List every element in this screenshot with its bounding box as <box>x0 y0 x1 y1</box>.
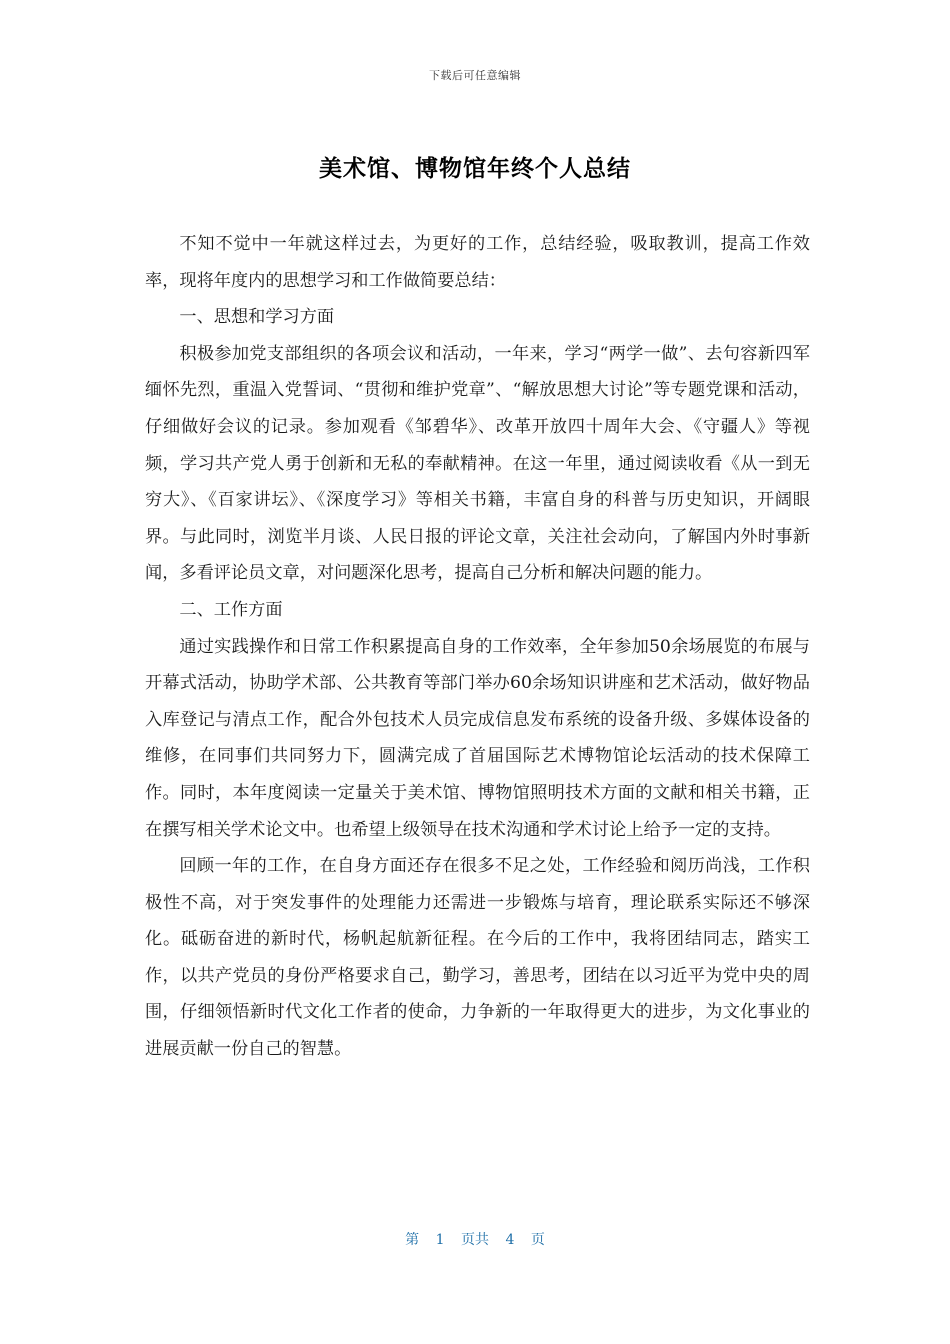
document-title: 美术馆、博物馆年终个人总结 <box>319 156 631 182</box>
paragraph-intro: 不知不觉中一年就这样过去，为更好的工作，总结经验，吸取教训，提高工作效率，现将年度内的思想学习和工作做简要总结： <box>145 234 810 291</box>
section-heading-study: 一、思想和学习方面 <box>179 307 335 328</box>
paragraph-work: 通过实践操作和日常工作积累提高自身的工作效率，全年参加50余场展览的布展与开幕式活动，协助学术部、公共教育等部门举办60余场知识讲座和艺术活动，做好物品入库登记与清点工作，配合外包技术人员完成信息发布系统的设备升级、多媒体设备的维修，在同事们共同努力下，圆满完成了首届国际艺术博物馆论坛活动的技术保障工作。同时，本年度阅读一定量关于美术馆、博物馆照明技术方面的文献和相关书籍，正在撰写相关学术论文中。也希望上级领导在技术沟通和学术讨论上给予一定的支持。 <box>145 636 810 840</box>
paragraph-review: 回顾一年的工作，在自身方面还存在很多不足之处，工作经验和阅历尚浅，工作积极性不高，对于突发事件的处理能力还需进一步锻炼与培育，理论联系实际还不够深化。砥砺奋进的新时代，杨帆起航新征程。在今后的工作中，我将团结同志，踏实工作，以共产党员的身份严格要求自己，勤学习，善思考，团结在以习近平为党中央的周围，仔细领悟新时代文化工作者的使命，力争新的一年取得更大的进步，为文化事业的进展贡献一份自己的智慧。 <box>145 856 810 1060</box>
document-body <box>145 226 810 1068</box>
section-heading-work: 二、工作方面 <box>179 599 283 620</box>
paragraph-study: 积极参加党支部组织的各项会议和活动，一年来，学习“两学一做”、去句容新四军缅怀先烈，重温入党誓词、“贯彻和维护党章”、“解放思想大讨论”等专题党课和活动，仔细做好会议的记录。参加观看《邹碧华》、改革开放四十周年大会、《守疆人》等视频，学习共产党人勇于创新和无私的奉献精神。在这一年里，通过阅读收看《从一到无穷大》、《百家讲坛》、《深度学习》等相关书籍，丰富自身的科普与历史知识，开阔眼界。与此同时，浏览半月谈、人民日报的评论文章，关注社会动向，了解国内外时事新闻，多看评论员文章，对问题深化思考，提高自己分析和解决问题的能力。 <box>145 343 810 584</box>
footer-page-number: 1 <box>435 1232 445 1248</box>
footer-middle: 页共 <box>461 1232 489 1248</box>
footer-suffix: 页 <box>530 1232 545 1248</box>
footer-prefix: 第 <box>405 1232 420 1248</box>
footer-total-pages: 4 <box>505 1232 515 1248</box>
header-note: 下载后可任意编辑 <box>429 69 521 82</box>
page-footer <box>0 1229 950 1249</box>
